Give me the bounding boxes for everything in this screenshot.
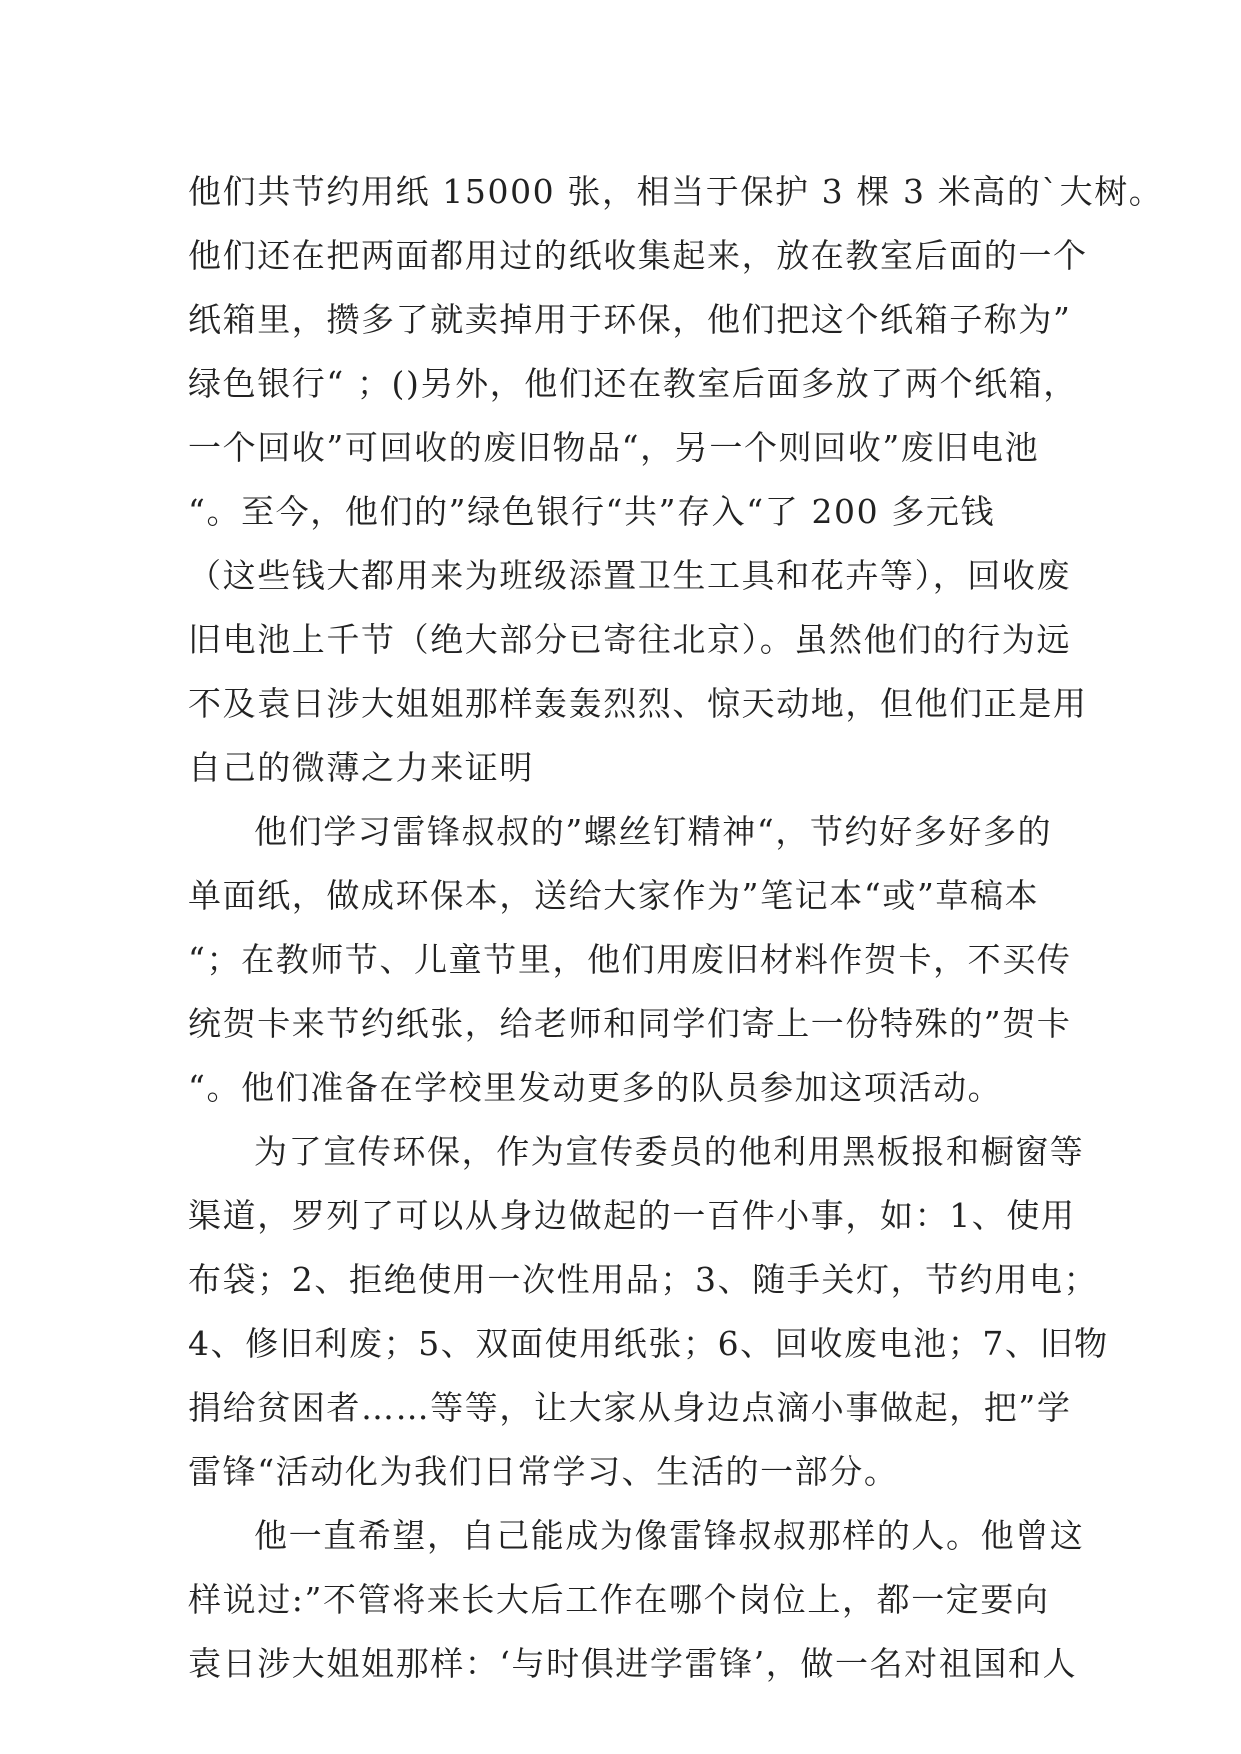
text-line: （这些钱大都用来为班级添置卫生工具和花卉等），回收废 (188, 556, 1072, 595)
text-line: 渠道，罗列了可以从身边做起的一百件小事，如：1、使用 (188, 1196, 1076, 1235)
paragraph-first-line: 他们学习雷锋叔叔的”螺丝钉精神“，节约好多好多的 (254, 812, 1053, 851)
text-line: 一个回收”可回收的废旧物品“，另一个则回收”废旧电池 (188, 428, 1040, 467)
paragraph-first-line: 他一直希望，自己能成为像雷锋叔叔那样的人。他曾这 (254, 1516, 1085, 1555)
text-line: 袁日涉大姐姐那样：‘与时俱进学雷锋’，做一名对祖国和人 (188, 1644, 1078, 1683)
text-line: “；在教师节、儿童节里，他们用废旧材料作贺卡，不买传 (188, 940, 1072, 979)
text-line: 自己的微薄之力来证明 (188, 748, 534, 787)
text-line: 不及袁日涉大姐姐那样轰轰烈烈、惊天动地，但他们正是用 (188, 684, 1088, 723)
text-line: 纸箱里，攒多了就卖掉用于环保，他们把这个纸箱子称为” (188, 300, 1072, 339)
text-line: 旧电池上千节（绝大部分已寄往北京）。虽然他们的行为远 (188, 620, 1072, 659)
text-line: “。至今，他们的”绿色银行“共”存入“了 200 多元钱 (188, 492, 996, 531)
text-line: 布袋；2、拒绝使用一次性用品；3、随手关灯，节约用电； (188, 1260, 1099, 1299)
text-line: 雷锋“活动化为我们日常学习、生活的一部分。 (188, 1452, 899, 1491)
text-line: 统贺卡来节约纸张，给老师和同学们寄上一份特殊的”贺卡 (188, 1004, 1072, 1043)
text-line: 单面纸，做成环保本，送给大家作为”笔记本“或”草稿本 (188, 876, 1040, 915)
paragraph-first-line: 为了宣传环保，作为宣传委员的他利用黑板报和橱窗等 (254, 1132, 1085, 1171)
text-line: 捐给贫困者……等等，让大家从身边点滴小事做起，把”学 (188, 1388, 1072, 1427)
text-line: 绿色银行“ ；()另外，他们还在教室后面多放了两个纸箱， (188, 364, 1078, 403)
text-line: 样说过:”不管将来长大后工作在哪个岗位上，都一定要向 (188, 1580, 1050, 1619)
text-line: 他们还在把两面都用过的纸收集起来，放在教室后面的一个 (188, 236, 1088, 275)
text-line: 4、修旧利废；5、双面使用纸张；6、回收废电池；7、旧物 (188, 1324, 1109, 1363)
text-line: “。他们准备在学校里发动更多的队员参加这项活动。 (188, 1068, 1003, 1107)
document-body (188, 160, 1164, 1696)
text-line: 他们共节约用纸 15000 张，相当于保护 3 棵 3 米高的`大树。 (188, 172, 1164, 211)
